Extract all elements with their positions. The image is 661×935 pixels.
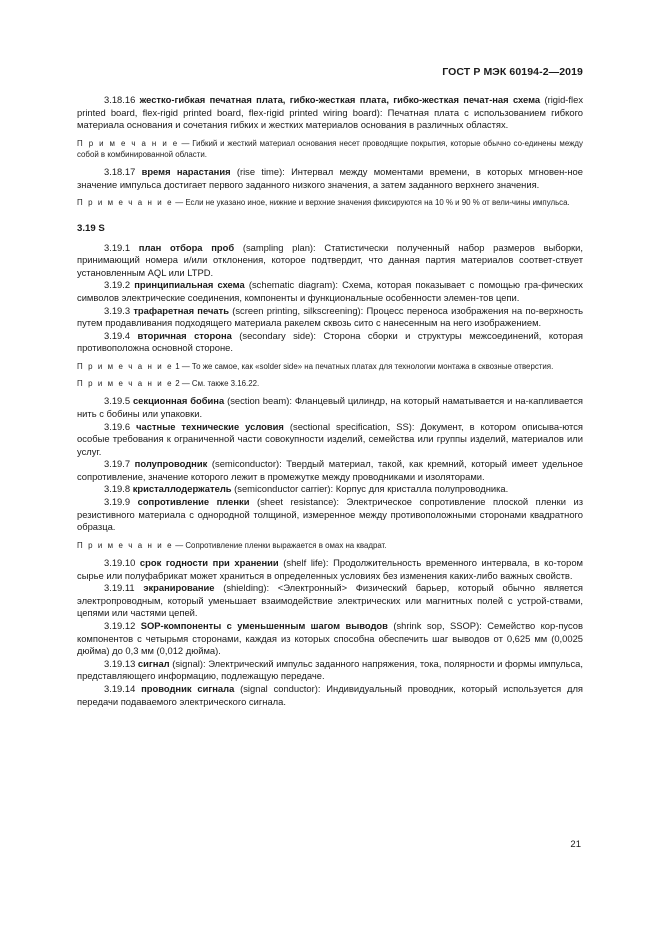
term-number: 3.19.9	[104, 496, 131, 508]
term-number: 3.19.13	[104, 657, 136, 669]
term-entry	[77, 458, 583, 483]
term-definition: (screen printing, silkscreening): Процесс переноса изображения на по-верхность путем продавливания подходящего материала ракелем сквозь сито с нанесенным на него изображением.	[77, 304, 583, 329]
term-definition: (signal conductor): Индивидуальный проводник, который используется для передачи подаваемого электрического сигнала.	[77, 683, 583, 707]
term-name: частные технические условия	[136, 420, 284, 432]
term-definition: (shielding): <Электронный> Физический барьер, который обычно является электропроводным, который уменьшает взаимодействие электрических или магнитных полей с устрой-ствами, цепями или частями цепей.	[77, 582, 584, 619]
term-entry	[77, 683, 583, 708]
term-number: 3.19.8	[104, 483, 131, 495]
section-title: 3.19 S	[77, 222, 105, 234]
entries-group-a	[77, 94, 583, 132]
term-definition: (semiconductor): Твердый материал, такой, как кремний, который имеет удельное сопротивление, значение которого лежит в промежутке между проводниками и изоляторами.	[77, 458, 583, 482]
term-definition: (section beam): Фланцевый цилиндр, на который наматывается и на-капливается нить с бобины или упаковки.	[77, 395, 584, 419]
term-entry	[77, 582, 583, 620]
term-name: сопротивление пленки	[137, 496, 250, 508]
term-definition: (sampling plan): Статистически полученный набор размеров выборки, принимающий номера и/или отклонения, которое подтвердит, что данная партия материалов соответ-ствует установленным AQL или LTPD.	[77, 241, 583, 278]
term-entry	[77, 305, 583, 330]
term-entry	[77, 421, 583, 459]
term-definition: (schematic diagram): Схема, которая показывает с помощью гра-фических символов электрические соединения, компоненты и функциональные особенности элемен-тов цепи.	[77, 279, 583, 303]
term-number: 3.19.1	[104, 241, 131, 253]
term-definition: (sheet resistance): Электрическое сопротивление плоской пленки из резистивного материала с однородной толщиной, измеренное между противоположными сторонами квадратного образца.	[77, 496, 584, 533]
term-entry	[77, 166, 583, 191]
term-definition: (semiconductor carrier): Корпус для кристалла полупроводника.	[231, 483, 509, 495]
term-definition: (shelf life): Продолжительность временного интервала, в ко-тором сырье или полуфабрикат может храниться в определенных условиях без изменения каких-либо важных свойств.	[77, 557, 583, 581]
term-number: 3.18.16	[104, 94, 136, 105]
term-definition: (rigid-flex printed board, flex-rigid printed board, flex-rigid printed wiring board): Печатная плата с использованием гибкого материала основания и сочетания гибких и жестких материалов основания в различных областях.	[77, 94, 584, 131]
term-name: время нарастания	[141, 166, 231, 178]
document-body	[77, 94, 583, 708]
term-name: SOP-компоненты с уменьшенным шагом выводов	[140, 620, 388, 632]
entries-group-b	[77, 166, 583, 191]
note-c2: П р и м е ч а н и е 2 — См. также 3.16.22.	[77, 379, 260, 389]
note-b: П р и м е ч а н и е — Если не указано иное, нижние и верхние значения фиксируются на 10 % и 90 % от вели-чины импульса.	[77, 198, 570, 208]
note-label: П р и м е ч а н и е	[77, 540, 174, 550]
term-definition: (rise time): Интервал между моментами времени, в которых мгновен-ное значение импульса достигает первого заданного низкого значения, а затем заданного верхнего значения.	[77, 166, 583, 190]
term-definition: (sectional specification, SS): Документ, в котором описыва-ются особые требования к ограниченной части совокупности изделий, семейства или группы изделий, материалов или услуг.	[77, 420, 583, 457]
entries-group-d	[77, 395, 583, 534]
note-d: П р и м е ч а н и е — Сопротивление пленки выражается в омах на квадрат.	[77, 540, 387, 550]
term-entry	[77, 395, 583, 420]
term-number: 3.19.6	[104, 420, 131, 432]
term-number: 3.19.3	[104, 304, 131, 316]
term-number: 3.19.10	[104, 557, 136, 569]
term-number: 3.19.12	[104, 620, 136, 632]
note-label: П р и м е ч а н и е	[77, 379, 174, 389]
document-header: ГОСТ Р МЭК 60194-2—2019	[442, 66, 583, 78]
term-name: жестко-гибкая печатная плата, гибко-жесткая плата, гибко-жесткая печат-ная схема	[139, 94, 541, 105]
term-entry	[77, 94, 583, 132]
term-name: трафаретная печать	[133, 304, 229, 316]
term-name: план отбора проб	[138, 241, 235, 253]
term-name: экранирование	[143, 582, 215, 594]
term-entry	[77, 330, 583, 355]
entries-group-e	[77, 557, 583, 708]
term-number: 3.19.7	[104, 458, 131, 470]
term-name: проводник сигнала	[141, 683, 235, 694]
term-name: кристаллодержатель	[132, 483, 232, 495]
term-definition: (secondary side): Сторона сборки и структуры межсоединений, которая противоположна основной стороне.	[77, 329, 583, 354]
term-entry	[77, 242, 583, 280]
term-entry	[77, 620, 583, 658]
note-label: П р и м е ч а н и е	[77, 198, 174, 208]
term-entry	[77, 658, 583, 683]
term-name: секционная бобина	[132, 395, 225, 407]
term-number: 3.18.17	[104, 166, 136, 178]
term-name: вторичная сторона	[137, 329, 232, 341]
term-name: полупроводник	[134, 458, 208, 470]
term-entry	[77, 496, 583, 534]
term-number: 3.19.14	[104, 683, 136, 694]
term-number: 3.19.2	[104, 279, 131, 291]
page-number: 21	[570, 839, 581, 850]
note-label: П р и м е ч а н и е	[77, 361, 174, 371]
term-name: срок годности при хранении	[139, 557, 279, 569]
term-entry	[77, 557, 583, 582]
term-number: 3.19.11	[104, 582, 135, 594]
note-c1: П р и м е ч а н и е 1 — То же самое, как «solder side» на печатных платах для технологии монтажа в сквозные отверстия.	[77, 361, 554, 371]
term-number: 3.19.5	[104, 395, 131, 407]
note-label: П р и м е ч а н и е	[77, 138, 179, 148]
entries-group-c	[77, 242, 583, 355]
term-entry	[77, 483, 583, 496]
term-name: принципиальная схема	[134, 279, 245, 291]
term-definition: (signal): Электрический импульс заданного напряжения, тока, полярности и формы импульса, представляющего информацию, подлежащую передаче.	[77, 657, 583, 682]
note-a: П р и м е ч а н и е — Гибкий и жесткий материал основания несет проводящие покрытия, которые обычно со-единены между собой в комбинированной области.	[77, 138, 583, 159]
term-name: сигнал	[137, 657, 170, 669]
term-number: 3.19.4	[104, 329, 131, 341]
term-definition: (shrink sop, SSOP): Семейство кор-пусов компонентов с четырьмя сторонами, каждая из которых способна обеспечить шаг выводов от 0,625 мм (0,0025 дюйма) до 0,3 мм (0,012 дюйма).	[77, 620, 583, 657]
term-entry	[77, 279, 583, 304]
